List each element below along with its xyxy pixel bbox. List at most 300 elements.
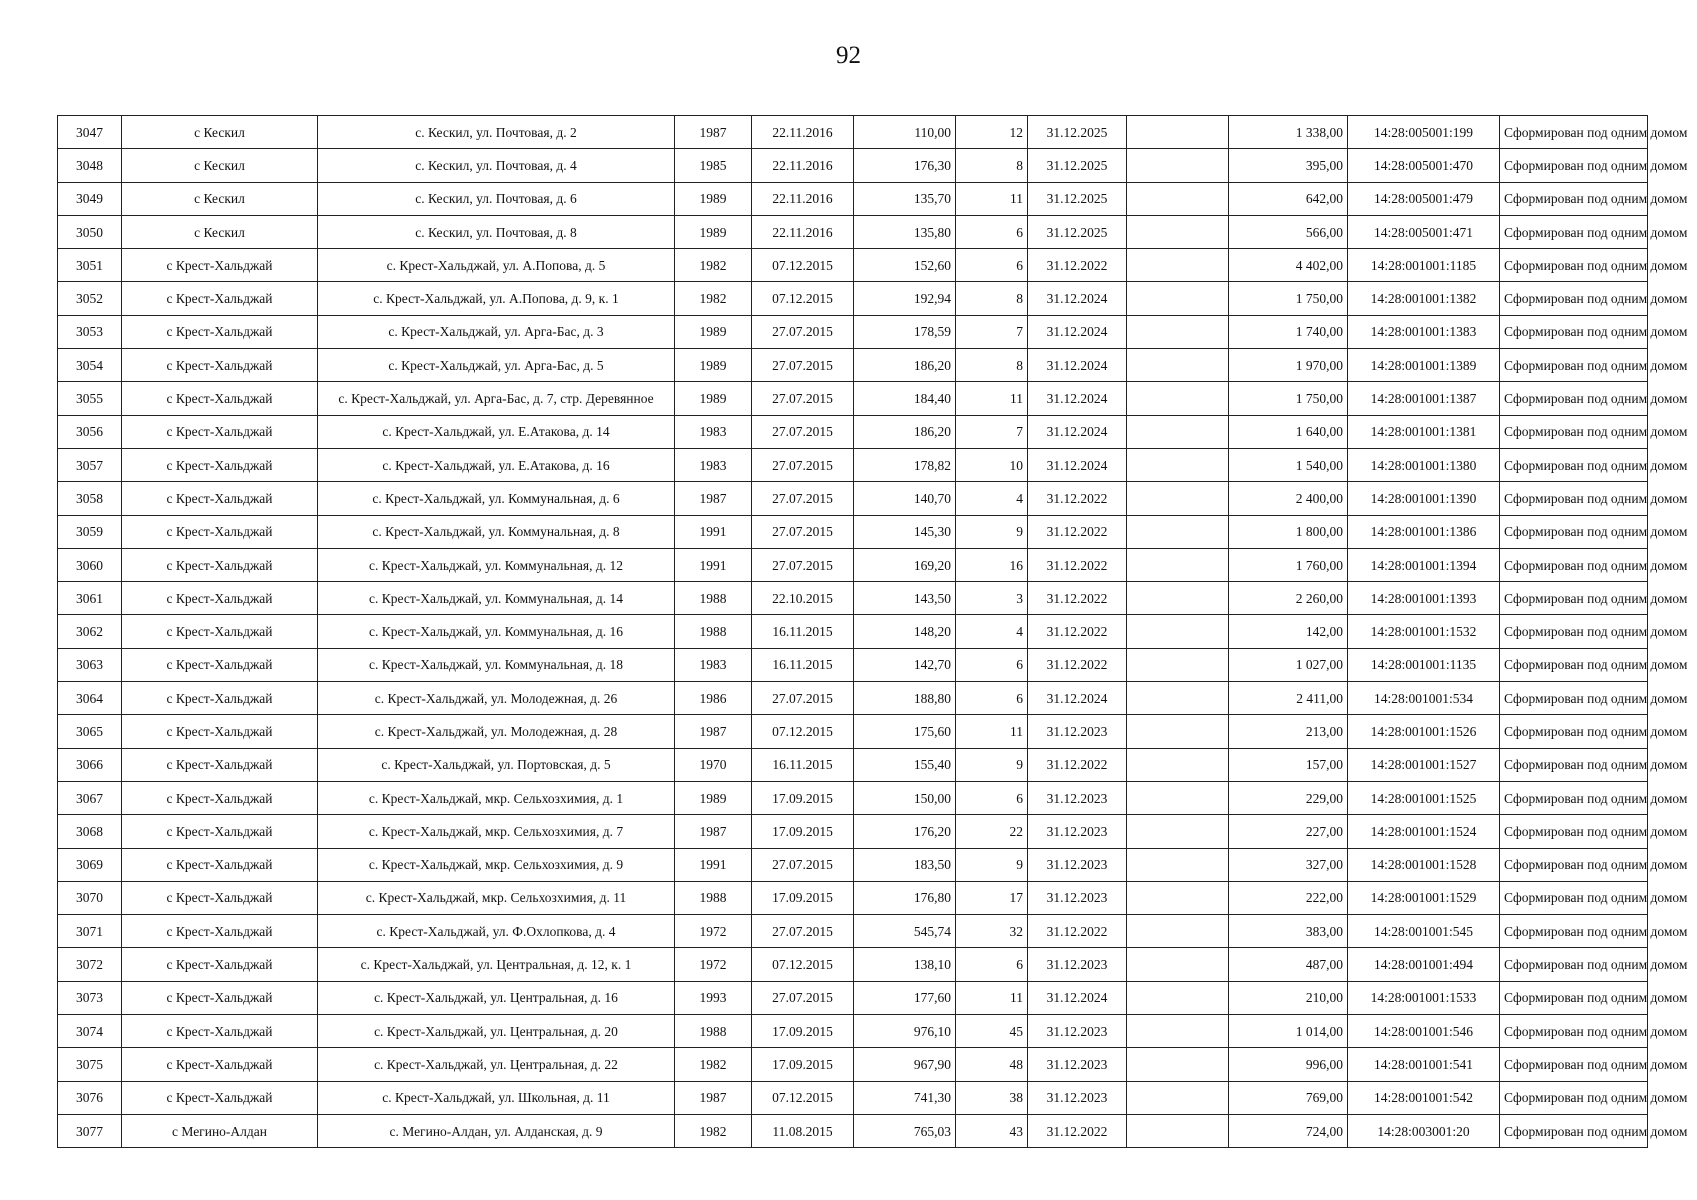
inclusion-date-cell: 17.09.2015 — [752, 781, 854, 814]
cadastral-number-cell: 14:28:001001:1529 — [1348, 881, 1500, 914]
land-status-cell: Сформирован под одним домом — [1500, 382, 1648, 415]
area-cell: 110,00 — [854, 116, 956, 149]
settlement-cell: с Кескил — [122, 215, 318, 248]
inclusion-date-cell: 22.10.2015 — [752, 582, 854, 615]
address-cell: с. Крест-Хальджай, ул. Центральная, д. 12, к. 1 — [318, 948, 675, 981]
deadline-date-cell: 31.12.2024 — [1028, 682, 1127, 715]
cadastral-number-cell: 14:28:001001:546 — [1348, 1015, 1500, 1048]
deadline-date-cell: 31.12.2022 — [1028, 915, 1127, 948]
settlement-cell: с Крест-Хальджай — [122, 1048, 318, 1081]
address-cell: с. Кескил, ул. Почтовая, д. 8 — [318, 215, 675, 248]
build-year-cell: 1991 — [675, 848, 752, 881]
address-cell: с. Крест-Хальджай, ул. А.Попова, д. 9, к. 1 — [318, 282, 675, 315]
address-cell: с. Крест-Хальджай, ул. Арга-Бас, д. 7, стр. Деревянное — [318, 382, 675, 415]
row-number-cell: 3067 — [58, 781, 122, 814]
empty-cell — [1127, 748, 1229, 781]
land-status-cell: Сформирован под одним домом — [1500, 515, 1648, 548]
residents-count-cell: 11 — [956, 382, 1028, 415]
table-row — [58, 1081, 1648, 1114]
area-cell: 175,60 — [854, 715, 956, 748]
land-area-cell: 1 027,00 — [1229, 648, 1348, 681]
deadline-date-cell: 31.12.2022 — [1028, 548, 1127, 581]
row-number-cell: 3075 — [58, 1048, 122, 1081]
settlement-cell: с Крест-Хальджай — [122, 715, 318, 748]
residents-count-cell: 17 — [956, 881, 1028, 914]
build-year-cell: 1987 — [675, 715, 752, 748]
inclusion-date-cell: 07.12.2015 — [752, 249, 854, 282]
settlement-cell: с Крест-Хальджай — [122, 249, 318, 282]
residents-count-cell: 43 — [956, 1114, 1028, 1147]
empty-cell — [1127, 448, 1229, 481]
row-number-cell: 3062 — [58, 615, 122, 648]
build-year-cell: 1991 — [675, 548, 752, 581]
deadline-date-cell: 31.12.2025 — [1028, 215, 1127, 248]
area-cell: 976,10 — [854, 1015, 956, 1048]
table-row — [58, 815, 1648, 848]
build-year-cell: 1989 — [675, 382, 752, 415]
area-cell: 186,20 — [854, 415, 956, 448]
residents-count-cell: 7 — [956, 415, 1028, 448]
land-status-cell: Сформирован под одним домом — [1500, 615, 1648, 648]
land-area-cell: 213,00 — [1229, 715, 1348, 748]
land-status-cell: Сформирован под одним домом — [1500, 682, 1648, 715]
deadline-date-cell: 31.12.2025 — [1028, 182, 1127, 215]
row-number-cell: 3057 — [58, 448, 122, 481]
cadastral-number-cell: 14:28:001001:1533 — [1348, 981, 1500, 1014]
address-cell: с. Крест-Хальджай, ул. Е.Атакова, д. 16 — [318, 448, 675, 481]
build-year-cell: 1991 — [675, 515, 752, 548]
table-row — [58, 648, 1648, 681]
table-row — [58, 1015, 1648, 1048]
residents-count-cell: 9 — [956, 515, 1028, 548]
row-number-cell: 3050 — [58, 215, 122, 248]
land-status-cell: Сформирован под одним домом — [1500, 282, 1648, 315]
area-cell: 140,70 — [854, 482, 956, 515]
land-status-cell: Сформирован под одним домом — [1500, 149, 1648, 182]
table-row — [58, 881, 1648, 914]
residents-count-cell: 6 — [956, 249, 1028, 282]
table-row — [58, 116, 1648, 149]
land-status-cell: Сформирован под одним домом — [1500, 1048, 1648, 1081]
cadastral-number-cell: 14:28:001001:1389 — [1348, 349, 1500, 382]
area-cell: 178,59 — [854, 315, 956, 348]
build-year-cell: 1982 — [675, 1048, 752, 1081]
deadline-date-cell: 31.12.2023 — [1028, 715, 1127, 748]
empty-cell — [1127, 582, 1229, 615]
row-number-cell: 3063 — [58, 648, 122, 681]
deadline-date-cell: 31.12.2022 — [1028, 615, 1127, 648]
deadline-date-cell: 31.12.2022 — [1028, 249, 1127, 282]
row-number-cell: 3055 — [58, 382, 122, 415]
area-cell: 545,74 — [854, 915, 956, 948]
area-cell: 145,30 — [854, 515, 956, 548]
build-year-cell: 1993 — [675, 981, 752, 1014]
cadastral-number-cell: 14:28:005001:471 — [1348, 215, 1500, 248]
cadastral-number-cell: 14:28:001001:1528 — [1348, 848, 1500, 881]
deadline-date-cell: 31.12.2024 — [1028, 382, 1127, 415]
inclusion-date-cell: 16.11.2015 — [752, 748, 854, 781]
row-number-cell: 3077 — [58, 1114, 122, 1147]
inclusion-date-cell: 16.11.2015 — [752, 648, 854, 681]
build-year-cell: 1988 — [675, 582, 752, 615]
deadline-date-cell: 31.12.2023 — [1028, 815, 1127, 848]
land-status-cell: Сформирован под одним домом — [1500, 881, 1648, 914]
empty-cell — [1127, 981, 1229, 1014]
area-cell: 183,50 — [854, 848, 956, 881]
land-status-cell: Сформирован под одним домом — [1500, 915, 1648, 948]
address-cell: с. Крест-Хальджай, мкр. Сельхозхимия, д. 7 — [318, 815, 675, 848]
cadastral-number-cell: 14:28:001001:545 — [1348, 915, 1500, 948]
inclusion-date-cell: 17.09.2015 — [752, 881, 854, 914]
table-row — [58, 715, 1648, 748]
row-number-cell: 3049 — [58, 182, 122, 215]
empty-cell — [1127, 715, 1229, 748]
deadline-date-cell: 31.12.2022 — [1028, 748, 1127, 781]
table-row — [58, 149, 1648, 182]
area-cell: 192,94 — [854, 282, 956, 315]
residents-count-cell: 4 — [956, 615, 1028, 648]
settlement-cell: с Крест-Хальджай — [122, 548, 318, 581]
inclusion-date-cell: 27.07.2015 — [752, 515, 854, 548]
area-cell: 741,30 — [854, 1081, 956, 1114]
land-area-cell: 724,00 — [1229, 1114, 1348, 1147]
land-area-cell: 1 760,00 — [1229, 548, 1348, 581]
empty-cell — [1127, 215, 1229, 248]
deadline-date-cell: 31.12.2022 — [1028, 1114, 1127, 1147]
row-number-cell: 3074 — [58, 1015, 122, 1048]
empty-cell — [1127, 249, 1229, 282]
deadline-date-cell: 31.12.2024 — [1028, 349, 1127, 382]
settlement-cell: с Крест-Хальджай — [122, 615, 318, 648]
land-area-cell: 1 540,00 — [1229, 448, 1348, 481]
row-number-cell: 3047 — [58, 116, 122, 149]
settlement-cell: с Крест-Хальджай — [122, 515, 318, 548]
land-area-cell: 229,00 — [1229, 781, 1348, 814]
table-row — [58, 748, 1648, 781]
area-cell: 184,40 — [854, 382, 956, 415]
land-status-cell: Сформирован под одним домом — [1500, 582, 1648, 615]
land-area-cell: 395,00 — [1229, 149, 1348, 182]
address-cell: с. Крест-Хальджай, ул. Коммунальная, д. 8 — [318, 515, 675, 548]
deadline-date-cell: 31.12.2022 — [1028, 582, 1127, 615]
empty-cell — [1127, 1081, 1229, 1114]
empty-cell — [1127, 315, 1229, 348]
address-cell: с. Крест-Хальджай, мкр. Сельхозхимия, д. 9 — [318, 848, 675, 881]
residents-count-cell: 11 — [956, 981, 1028, 1014]
residents-count-cell: 32 — [956, 915, 1028, 948]
address-cell: с. Крест-Хальджай, ул. Коммунальная, д. 12 — [318, 548, 675, 581]
settlement-cell: с Крест-Хальджай — [122, 948, 318, 981]
cadastral-number-cell: 14:28:001001:1381 — [1348, 415, 1500, 448]
land-status-cell: Сформирован под одним домом — [1500, 1015, 1648, 1048]
residents-count-cell: 8 — [956, 149, 1028, 182]
land-area-cell: 142,00 — [1229, 615, 1348, 648]
address-cell: с. Крест-Хальджай, ул. Молодежная, д. 26 — [318, 682, 675, 715]
settlement-cell: с Крест-Хальджай — [122, 482, 318, 515]
inclusion-date-cell: 11.08.2015 — [752, 1114, 854, 1147]
inclusion-date-cell: 22.11.2016 — [752, 215, 854, 248]
deadline-date-cell: 31.12.2022 — [1028, 515, 1127, 548]
inclusion-date-cell: 27.07.2015 — [752, 981, 854, 1014]
empty-cell — [1127, 548, 1229, 581]
table-row — [58, 1048, 1648, 1081]
area-cell: 142,70 — [854, 648, 956, 681]
cadastral-number-cell: 14:28:001001:1525 — [1348, 781, 1500, 814]
table-row — [58, 548, 1648, 581]
build-year-cell: 1982 — [675, 1114, 752, 1147]
land-area-cell: 566,00 — [1229, 215, 1348, 248]
row-number-cell: 3059 — [58, 515, 122, 548]
area-cell: 176,80 — [854, 881, 956, 914]
table-row — [58, 781, 1648, 814]
page-number: 92 — [836, 42, 861, 69]
row-number-cell: 3073 — [58, 981, 122, 1014]
settlement-cell: с Крест-Хальджай — [122, 582, 318, 615]
empty-cell — [1127, 482, 1229, 515]
land-status-cell: Сформирован под одним домом — [1500, 748, 1648, 781]
settlement-cell: с Кескил — [122, 116, 318, 149]
build-year-cell: 1972 — [675, 948, 752, 981]
table-body — [58, 116, 1688, 1148]
settlement-cell: с Крест-Хальджай — [122, 382, 318, 415]
settlement-cell: с Крест-Хальджай — [122, 1015, 318, 1048]
address-cell: с. Крест-Хальджай, ул. Коммунальная, д. 18 — [318, 648, 675, 681]
settlement-cell: с Крест-Хальджай — [122, 682, 318, 715]
empty-cell — [1127, 182, 1229, 215]
land-area-cell: 996,00 — [1229, 1048, 1348, 1081]
land-status-cell: Сформирован под одним домом — [1500, 315, 1648, 348]
address-cell: с. Мегино-Алдан, ул. Алданская, д. 9 — [318, 1114, 675, 1147]
land-area-cell: 1 800,00 — [1229, 515, 1348, 548]
inclusion-date-cell: 27.07.2015 — [752, 415, 854, 448]
inclusion-date-cell: 27.07.2015 — [752, 315, 854, 348]
deadline-date-cell: 31.12.2025 — [1028, 116, 1127, 149]
inclusion-date-cell: 27.07.2015 — [752, 349, 854, 382]
inclusion-date-cell: 22.11.2016 — [752, 149, 854, 182]
deadline-date-cell: 31.12.2024 — [1028, 282, 1127, 315]
housing-registry-table — [57, 115, 1688, 1148]
address-cell: с. Крест-Хальджай, ул. Арга-Бас, д. 3 — [318, 315, 675, 348]
land-status-cell: Сформирован под одним домом — [1500, 981, 1648, 1014]
table-row — [58, 382, 1648, 415]
settlement-cell: с Мегино-Алдан — [122, 1114, 318, 1147]
table-row — [58, 515, 1648, 548]
table-row — [58, 415, 1648, 448]
address-cell: с. Кескил, ул. Почтовая, д. 4 — [318, 149, 675, 182]
cadastral-number-cell: 14:28:001001:1393 — [1348, 582, 1500, 615]
address-cell: с. Крест-Хальджай, ул. Ф.Охлопкова, д. 4 — [318, 915, 675, 948]
row-number-cell: 3058 — [58, 482, 122, 515]
residents-count-cell: 22 — [956, 815, 1028, 848]
land-status-cell: Сформирован под одним домом — [1500, 648, 1648, 681]
table-row — [58, 349, 1648, 382]
empty-cell — [1127, 382, 1229, 415]
land-status-cell: Сформирован под одним домом — [1500, 215, 1648, 248]
row-number-cell: 3060 — [58, 548, 122, 581]
address-cell: с. Крест-Хальджай, ул. Е.Атакова, д. 14 — [318, 415, 675, 448]
land-status-cell: Сформирован под одним домом — [1500, 1081, 1648, 1114]
cadastral-number-cell: 14:28:001001:1185 — [1348, 249, 1500, 282]
residents-count-cell: 11 — [956, 715, 1028, 748]
cadastral-number-cell: 14:28:001001:1390 — [1348, 482, 1500, 515]
deadline-date-cell: 31.12.2023 — [1028, 1048, 1127, 1081]
inclusion-date-cell: 27.07.2015 — [752, 448, 854, 481]
address-cell: с. Крест-Хальджай, ул. Арга-Бас, д. 5 — [318, 349, 675, 382]
cadastral-number-cell: 14:28:001001:1386 — [1348, 515, 1500, 548]
residents-count-cell: 12 — [956, 116, 1028, 149]
deadline-date-cell: 31.12.2023 — [1028, 948, 1127, 981]
inclusion-date-cell: 27.07.2015 — [752, 682, 854, 715]
land-area-cell: 1 338,00 — [1229, 116, 1348, 149]
settlement-cell: с Крест-Хальджай — [122, 282, 318, 315]
cadastral-number-cell: 14:28:001001:1383 — [1348, 315, 1500, 348]
address-cell: с. Кескил, ул. Почтовая, д. 6 — [318, 182, 675, 215]
residents-count-cell: 16 — [956, 548, 1028, 581]
build-year-cell: 1983 — [675, 415, 752, 448]
residents-count-cell: 7 — [956, 315, 1028, 348]
empty-cell — [1127, 282, 1229, 315]
inclusion-date-cell: 27.07.2015 — [752, 848, 854, 881]
deadline-date-cell: 31.12.2024 — [1028, 415, 1127, 448]
cadastral-number-cell: 14:28:001001:1527 — [1348, 748, 1500, 781]
area-cell: 169,20 — [854, 548, 956, 581]
land-status-cell: Сформирован под одним домом — [1500, 815, 1648, 848]
inclusion-date-cell: 17.09.2015 — [752, 1015, 854, 1048]
area-cell: 143,50 — [854, 582, 956, 615]
address-cell: с. Крест-Хальджай, ул. Центральная, д. 22 — [318, 1048, 675, 1081]
build-year-cell: 1988 — [675, 615, 752, 648]
area-cell: 152,60 — [854, 249, 956, 282]
land-area-cell: 227,00 — [1229, 815, 1348, 848]
inclusion-date-cell: 07.12.2015 — [752, 948, 854, 981]
address-cell: с. Крест-Хальджай, мкр. Сельхозхимия, д. 11 — [318, 881, 675, 914]
row-number-cell: 3052 — [58, 282, 122, 315]
area-cell: 135,70 — [854, 182, 956, 215]
build-year-cell: 1988 — [675, 1015, 752, 1048]
inclusion-date-cell: 22.11.2016 — [752, 182, 854, 215]
cadastral-number-cell: 14:28:001001:534 — [1348, 682, 1500, 715]
land-status-cell: Сформирован под одним домом — [1500, 948, 1648, 981]
settlement-cell: с Крест-Хальджай — [122, 781, 318, 814]
address-cell: с. Крест-Хальджай, ул. Коммунальная, д. 14 — [318, 582, 675, 615]
residents-count-cell: 8 — [956, 349, 1028, 382]
table-row — [58, 282, 1648, 315]
deadline-date-cell: 31.12.2023 — [1028, 1015, 1127, 1048]
deadline-date-cell: 31.12.2023 — [1028, 781, 1127, 814]
build-year-cell: 1989 — [675, 215, 752, 248]
row-number-cell: 3066 — [58, 748, 122, 781]
deadline-date-cell: 31.12.2024 — [1028, 448, 1127, 481]
land-status-cell: Сформирован под одним домом — [1500, 715, 1648, 748]
inclusion-date-cell: 27.07.2015 — [752, 382, 854, 415]
address-cell: с. Крест-Хальджай, ул. Коммунальная, д. 6 — [318, 482, 675, 515]
land-area-cell: 1 014,00 — [1229, 1015, 1348, 1048]
table-row — [58, 315, 1648, 348]
settlement-cell: с Крест-Хальджай — [122, 448, 318, 481]
row-number-cell: 3076 — [58, 1081, 122, 1114]
table-row — [58, 448, 1648, 481]
row-number-cell: 3051 — [58, 249, 122, 282]
empty-cell — [1127, 1015, 1229, 1048]
land-area-cell: 383,00 — [1229, 915, 1348, 948]
land-area-cell: 2 260,00 — [1229, 582, 1348, 615]
table-row — [58, 948, 1648, 981]
land-area-cell: 210,00 — [1229, 981, 1348, 1014]
residents-count-cell: 4 — [956, 482, 1028, 515]
residents-count-cell: 8 — [956, 282, 1028, 315]
residents-count-cell: 6 — [956, 682, 1028, 715]
inclusion-date-cell: 17.09.2015 — [752, 815, 854, 848]
row-number-cell: 3071 — [58, 915, 122, 948]
build-year-cell: 1989 — [675, 349, 752, 382]
row-number-cell: 3065 — [58, 715, 122, 748]
build-year-cell: 1972 — [675, 915, 752, 948]
cadastral-number-cell: 14:28:001001:1380 — [1348, 448, 1500, 481]
deadline-date-cell: 31.12.2022 — [1028, 482, 1127, 515]
residents-count-cell: 10 — [956, 448, 1028, 481]
land-status-cell: Сформирован под одним домом — [1500, 182, 1648, 215]
cadastral-number-cell: 14:28:005001:479 — [1348, 182, 1500, 215]
land-area-cell: 1 640,00 — [1229, 415, 1348, 448]
cadastral-number-cell: 14:28:001001:542 — [1348, 1081, 1500, 1114]
settlement-cell: с Крест-Хальджай — [122, 415, 318, 448]
empty-cell — [1127, 682, 1229, 715]
land-area-cell: 487,00 — [1229, 948, 1348, 981]
inclusion-date-cell: 07.12.2015 — [752, 715, 854, 748]
table-row — [58, 249, 1648, 282]
deadline-date-cell: 31.12.2024 — [1028, 315, 1127, 348]
cadastral-number-cell: 14:28:001001:494 — [1348, 948, 1500, 981]
build-year-cell: 1988 — [675, 881, 752, 914]
address-cell: с. Крест-Хальджай, ул. Центральная, д. 20 — [318, 1015, 675, 1048]
row-number-cell: 3053 — [58, 315, 122, 348]
settlement-cell: с Крест-Хальджай — [122, 815, 318, 848]
table-row — [58, 215, 1648, 248]
land-area-cell: 222,00 — [1229, 881, 1348, 914]
build-year-cell: 1985 — [675, 149, 752, 182]
row-number-cell: 3054 — [58, 349, 122, 382]
settlement-cell: с Крест-Хальджай — [122, 349, 318, 382]
settlement-cell: с Кескил — [122, 149, 318, 182]
area-cell: 135,80 — [854, 215, 956, 248]
area-cell: 150,00 — [854, 781, 956, 814]
address-cell: с. Крест-Хальджай, ул. Школьная, д. 11 — [318, 1081, 675, 1114]
deadline-date-cell: 31.12.2025 — [1028, 149, 1127, 182]
area-cell: 176,20 — [854, 815, 956, 848]
land-area-cell: 1 970,00 — [1229, 349, 1348, 382]
land-status-cell: Сформирован под одним домом — [1500, 249, 1648, 282]
address-cell: с. Кескил, ул. Почтовая, д. 2 — [318, 116, 675, 149]
build-year-cell: 1983 — [675, 648, 752, 681]
cadastral-number-cell: 14:28:001001:1382 — [1348, 282, 1500, 315]
empty-cell — [1127, 1114, 1229, 1147]
table-row — [58, 615, 1648, 648]
inclusion-date-cell: 27.07.2015 — [752, 915, 854, 948]
area-cell: 138,10 — [854, 948, 956, 981]
row-number-cell: 3070 — [58, 881, 122, 914]
residents-count-cell: 6 — [956, 781, 1028, 814]
empty-cell — [1127, 948, 1229, 981]
table-row — [58, 915, 1648, 948]
address-cell: с. Крест-Хальджай, мкр. Сельхозхимия, д. 1 — [318, 781, 675, 814]
deadline-date-cell: 31.12.2023 — [1028, 1081, 1127, 1114]
residents-count-cell: 48 — [956, 1048, 1028, 1081]
area-cell: 188,80 — [854, 682, 956, 715]
land-area-cell: 4 402,00 — [1229, 249, 1348, 282]
residents-count-cell: 11 — [956, 182, 1028, 215]
land-area-cell: 1 750,00 — [1229, 282, 1348, 315]
inclusion-date-cell: 27.07.2015 — [752, 548, 854, 581]
